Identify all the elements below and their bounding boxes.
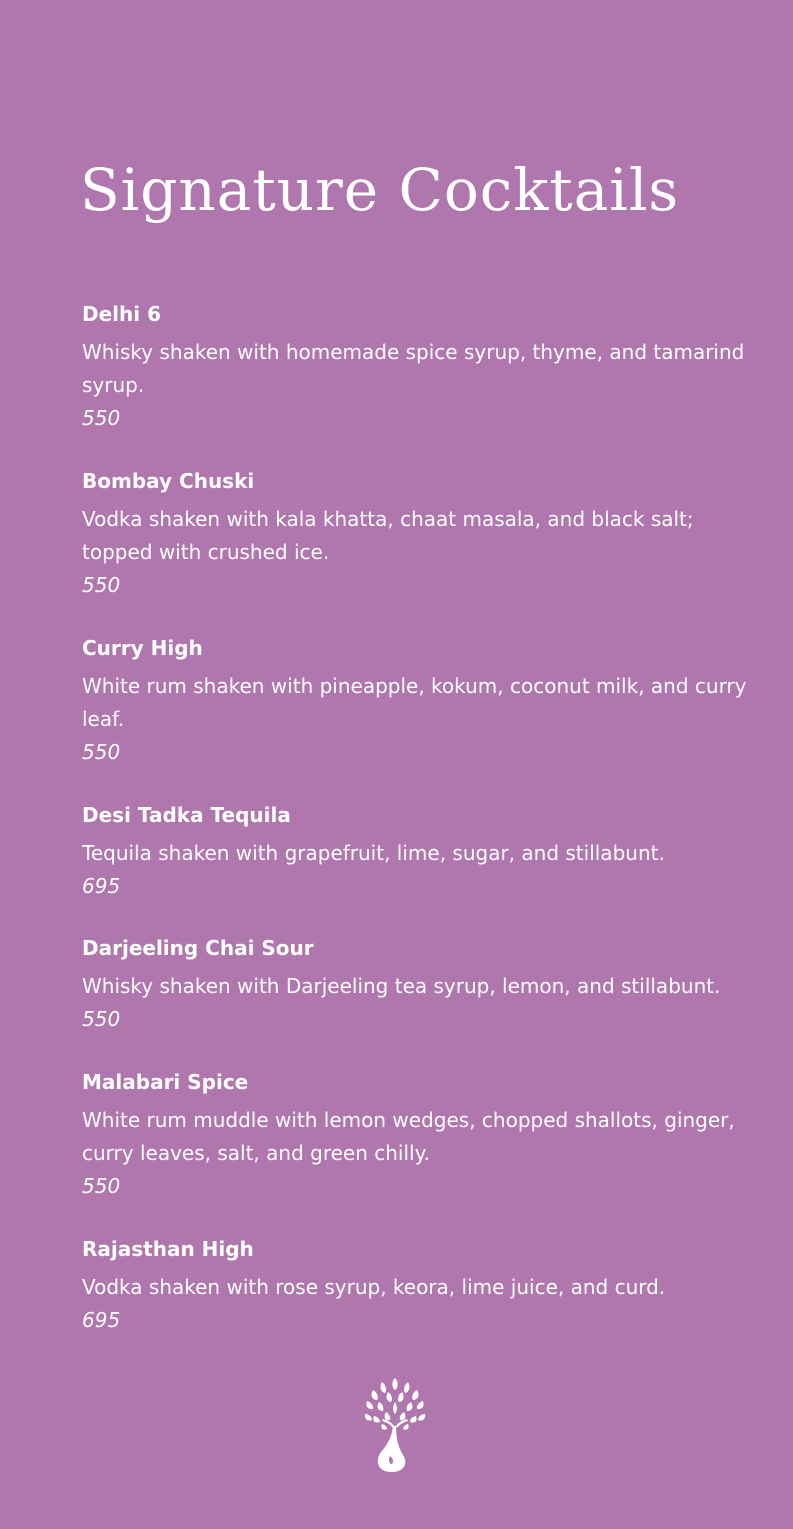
menu-item xyxy=(82,1070,762,1203)
item-name: Delhi 6 xyxy=(82,302,161,326)
cocktail-list xyxy=(82,302,762,1371)
item-price: 695 xyxy=(82,1308,121,1332)
item-name: Desi Tadka Tequila xyxy=(82,803,291,827)
item-price: 550 xyxy=(82,1174,121,1198)
item-description: White rum shaken with pineapple, kokum, coconut milk, and curry leaf. xyxy=(82,674,747,731)
menu-item xyxy=(82,1237,762,1337)
item-price: 550 xyxy=(82,1007,121,1031)
item-description: Vodka shaken with rose syrup, keora, lime juice, and curd. xyxy=(82,1275,666,1299)
item-name: Rajasthan High xyxy=(82,1237,254,1261)
item-description: Whisky shaken with Darjeeling tea syrup, lemon, and stillabunt. xyxy=(82,974,721,998)
item-description: Tequila shaken with grapefruit, lime, sugar, and stillabunt. xyxy=(82,841,665,865)
item-price: 550 xyxy=(82,406,121,430)
tree-logo-icon xyxy=(362,1376,428,1472)
item-price: 550 xyxy=(82,573,121,597)
item-description: White rum muddle with lemon wedges, chopped shallots, ginger, curry leaves, salt, and green chilly. xyxy=(82,1108,735,1165)
item-price: 550 xyxy=(82,740,121,764)
menu-item xyxy=(82,302,762,435)
item-description: Whisky shaken with homemade spice syrup, thyme, and tamarind syrup. xyxy=(82,340,745,397)
item-name: Malabari Spice xyxy=(82,1070,249,1094)
menu-item xyxy=(82,936,762,1036)
menu-item xyxy=(82,469,762,602)
menu-item xyxy=(82,803,762,903)
menu-title: Signature Cocktails xyxy=(80,156,680,224)
item-name: Bombay Chuski xyxy=(82,469,255,493)
item-price: 695 xyxy=(82,874,121,898)
item-description: Vodka shaken with kala khatta, chaat masala, and black salt; topped with crushed ice. xyxy=(82,507,694,564)
item-name: Darjeeling Chai Sour xyxy=(82,936,314,960)
item-name: Curry High xyxy=(82,636,203,660)
menu-item xyxy=(82,636,762,769)
